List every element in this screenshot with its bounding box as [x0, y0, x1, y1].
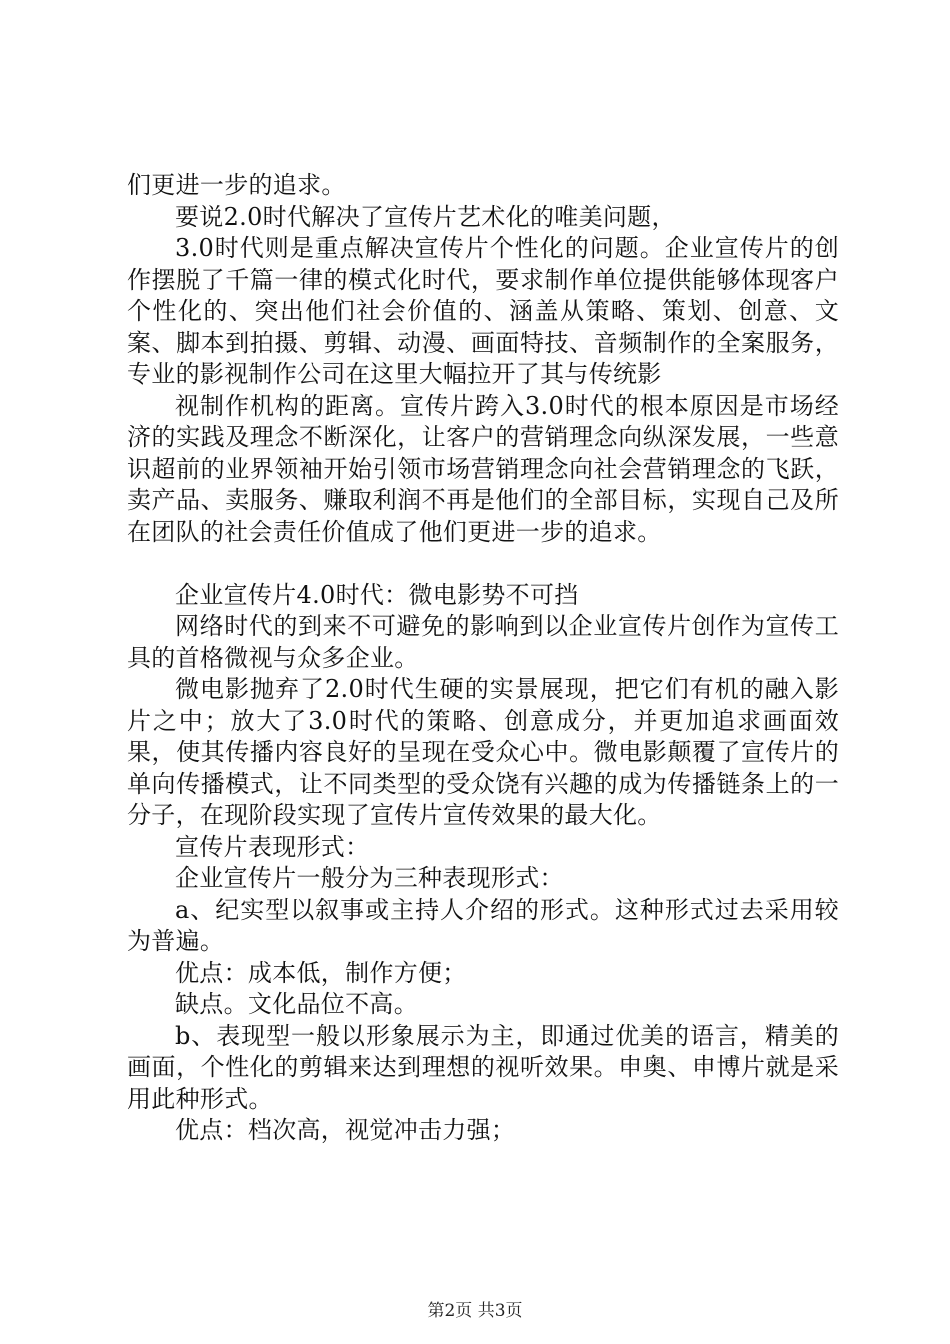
- paragraph: 要说2.0时代解决了宣传片艺术化的唯美问题，: [175, 202, 676, 231]
- paragraph: 们更进一步的追求。: [127, 171, 346, 199]
- page-number: 第2页 共3页: [427, 1301, 523, 1321]
- paragraph: 3.0时代则是重点解决宣传片个性化的问题。企业宣传片的创作摆脱了千篇一律的模式化时代，要求制作单位提供能够体现客户个性化的、突出他们社会价值的、涵盖从策略、策划、创意、文案、脚本到拍摄、剪辑、动漫、画面特技、音频制作的全案服务，专业的影视制作公司在这里大幅拉开了其与传统影: [127, 234, 839, 388]
- paragraph: 微电影抛弃了2.0时代生硬的实景展现，把它们有机的融入影片之中；放大了3.0时代的策略、创意成分，并更加追求画面效果，使其传播内容良好的呈现在受众心中。微电影颠覆了宣传片的单向传播模式，让不同类型的受众饶有兴趣的成为传播链条上的一分子，在现阶段实现了宣传片宣传效果的最大化。: [127, 675, 839, 829]
- paragraph: 优点：成本低，制作方便；: [175, 958, 467, 987]
- page-footer: [0, 1301, 950, 1321]
- paragraph: b、表现型一般以形象展示为主，即通过优美的语言，精美的画面，个性化的剪辑来达到理想的视听效果。申奥、申博片就是采用此种形式。: [127, 1021, 839, 1113]
- paragraph: 企业宣传片一般分为三种表现形式：: [175, 864, 564, 892]
- paragraph: 缺点。文化品位不高。: [175, 990, 418, 1018]
- section-heading: 企业宣传片4.0时代：微电影势不可挡: [175, 580, 579, 609]
- paragraph: 视制作机构的距离。宣传片跨入3.0时代的根本原因是市场经济的实践及理念不断深化，让客户的营销理念向纵深发展，一些意识超前的业界领袖开始引领市场营销理念向社会营销理念的飞跃，卖产品、卖服务、赚取利润不再是他们的全部目标，实现自己及所在团队的社会责任价值成了他们更进一步的追求。: [127, 391, 839, 546]
- document-body: [127, 170, 839, 1147]
- paragraph: 优点：档次高，视觉冲击力强；: [175, 1116, 516, 1144]
- paragraph: 宣传片表现形式：: [175, 832, 370, 861]
- paragraph: a、纪实型以叙事或主持人介绍的形式。这种形式过去采用较为普遍。: [127, 895, 839, 955]
- paragraph: 网络时代的到来不可避免的影响到以企业宣传片创作为宣传工具的首格微视与众多企业。: [127, 612, 839, 672]
